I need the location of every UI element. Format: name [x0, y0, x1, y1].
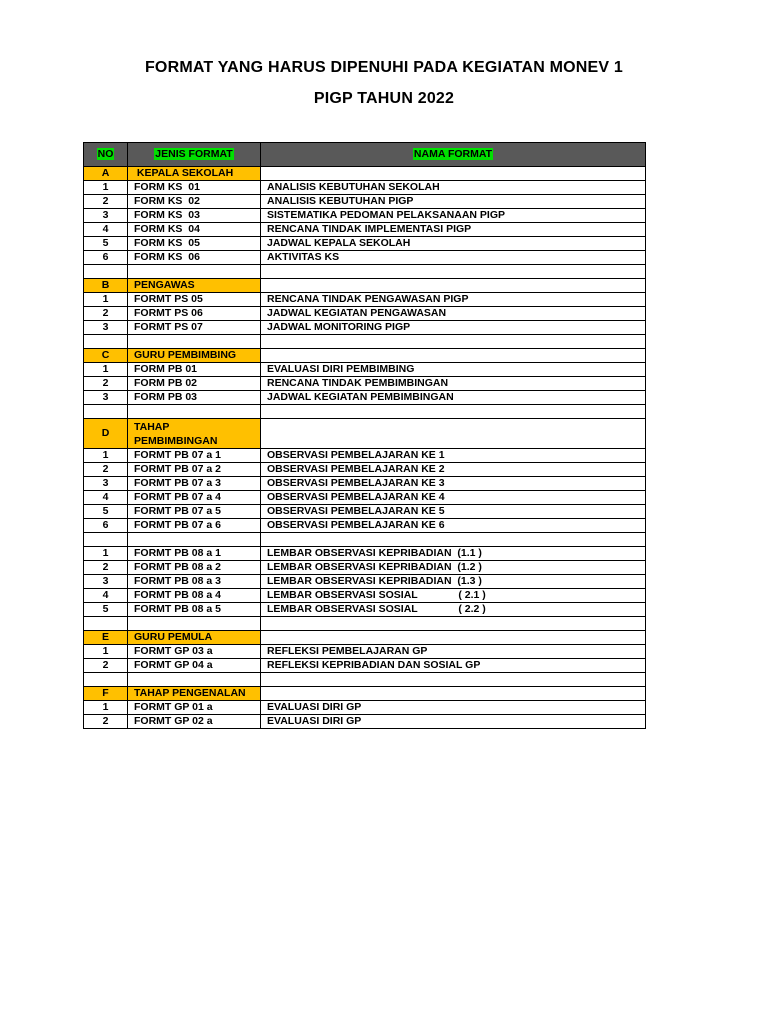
cell-jenis-format: FORMT PB 08 a 3	[128, 575, 261, 589]
cell-nama-format: AKTIVITAS KS	[261, 251, 646, 265]
header-jenis	[128, 143, 261, 167]
table-row	[84, 463, 646, 477]
cell-jenis-format: FORMT PS 07	[128, 321, 261, 335]
cell-jenis-format: FORMT PB 08 a 2	[128, 561, 261, 575]
cell-jenis-format: TAHAP PENGENALAN	[128, 687, 261, 701]
cell-nama-format: OBSERVASI PEMBELAJARAN KE 2	[261, 463, 646, 477]
table-row	[84, 715, 646, 729]
cell-no: 4	[84, 589, 128, 603]
cell-no: 2	[84, 659, 128, 673]
blank-row	[84, 265, 646, 279]
cell-jenis-format: FORMT PB 07 a 4	[128, 491, 261, 505]
cell-nama-format: JADWAL KEPALA SEKOLAH	[261, 237, 646, 251]
cell-no: E	[84, 631, 128, 645]
blank-row	[84, 405, 646, 419]
table-row	[84, 377, 646, 391]
document-title: FORMAT YANG HARUS DIPENUHI PADA KEGIATAN MONEV 1	[144, 59, 624, 76]
cell-nama-format	[261, 687, 646, 701]
table-body	[84, 167, 646, 729]
header-nama-label: NAMA FORMAT	[413, 148, 493, 160]
cell-jenis-format: FORM KS 03	[128, 209, 261, 223]
table-row	[84, 391, 646, 405]
cell-no: 1	[84, 547, 128, 561]
cell-nama-format	[261, 167, 646, 181]
cell-no	[84, 533, 128, 547]
cell-jenis-format: FORMT GP 04 a	[128, 659, 261, 673]
cell-no: 4	[84, 491, 128, 505]
table-row	[84, 547, 646, 561]
cell-jenis-format: TAHAP PEMBIMBINGAN	[128, 419, 261, 449]
table-row	[84, 449, 646, 463]
table-row	[84, 293, 646, 307]
cell-no	[84, 673, 128, 687]
section-row	[84, 631, 646, 645]
cell-jenis-format: FORM KS 02	[128, 195, 261, 209]
cell-no: A	[84, 167, 128, 181]
cell-no: C	[84, 349, 128, 363]
cell-jenis-format: FORMT PB 08 a 1	[128, 547, 261, 561]
cell-nama-format: LEMBAR OBSERVASI KEPRIBADIAN (1.1 )	[261, 547, 646, 561]
table-row	[84, 519, 646, 533]
cell-jenis-format: FORM PB 02	[128, 377, 261, 391]
cell-nama-format	[261, 335, 646, 349]
cell-nama-format: EVALUASI DIRI GP	[261, 715, 646, 729]
cell-nama-format: LEMBAR OBSERVASI KEPRIBADIAN (1.3 )	[261, 575, 646, 589]
cell-jenis-format: FORM KS 05	[128, 237, 261, 251]
blank-row	[84, 533, 646, 547]
cell-nama-format: RENCANA TINDAK PEMBIMBINGAN	[261, 377, 646, 391]
cell-no: 1	[84, 181, 128, 195]
blank-row	[84, 673, 646, 687]
cell-nama-format	[261, 673, 646, 687]
cell-no	[84, 405, 128, 419]
cell-jenis-format: FORM KS 06	[128, 251, 261, 265]
table-row	[84, 307, 646, 321]
cell-nama-format: SISTEMATIKA PEDOMAN PELAKSANAAN PIGP	[261, 209, 646, 223]
cell-jenis-format: FORMT GP 02 a	[128, 715, 261, 729]
format-table	[83, 142, 646, 729]
cell-no: 4	[84, 223, 128, 237]
cell-no: F	[84, 687, 128, 701]
table-row	[84, 195, 646, 209]
cell-jenis-format: FORMT PB 07 a 3	[128, 477, 261, 491]
table-row	[84, 181, 646, 195]
cell-no: 6	[84, 251, 128, 265]
table-row	[84, 575, 646, 589]
cell-nama-format: JADWAL MONITORING PIGP	[261, 321, 646, 335]
table-row	[84, 477, 646, 491]
document-subtitle: PIGP TAHUN 2022	[313, 90, 455, 107]
cell-jenis-format: FORM KS 04	[128, 223, 261, 237]
table-row	[84, 237, 646, 251]
section-row	[84, 419, 646, 449]
cell-jenis-format: FORM PB 01	[128, 363, 261, 377]
cell-nama-format: LEMBAR OBSERVASI SOSIAL ( 2.2 )	[261, 603, 646, 617]
cell-nama-format: LEMBAR OBSERVASI KEPRIBADIAN (1.2 )	[261, 561, 646, 575]
cell-no: 1	[84, 645, 128, 659]
cell-jenis-format: GURU PEMBIMBING	[128, 349, 261, 363]
cell-no: 3	[84, 209, 128, 223]
cell-no: B	[84, 279, 128, 293]
cell-jenis-format: FORMT PS 06	[128, 307, 261, 321]
cell-no: 1	[84, 701, 128, 715]
cell-nama-format	[261, 631, 646, 645]
table-row	[84, 603, 646, 617]
cell-jenis-format	[128, 617, 261, 631]
cell-nama-format: JADWAL KEGIATAN PENGAWASAN	[261, 307, 646, 321]
cell-jenis-format: GURU PEMULA	[128, 631, 261, 645]
cell-no	[84, 617, 128, 631]
header-jenis-label: JENIS FORMAT	[155, 148, 233, 160]
cell-nama-format	[261, 419, 646, 449]
cell-no: 1	[84, 293, 128, 307]
cell-jenis-format	[128, 533, 261, 547]
cell-nama-format	[261, 405, 646, 419]
cell-jenis-format: KEPALA SEKOLAH	[128, 167, 261, 181]
cell-jenis-format: FORMT PB 08 a 5	[128, 603, 261, 617]
cell-jenis-format: FORMT PS 05	[128, 293, 261, 307]
cell-no: 2	[84, 715, 128, 729]
cell-jenis-format	[128, 405, 261, 419]
cell-nama-format	[261, 279, 646, 293]
blank-row	[84, 617, 646, 631]
cell-nama-format	[261, 265, 646, 279]
table-row	[84, 505, 646, 519]
cell-no: 6	[84, 519, 128, 533]
table-row	[84, 561, 646, 575]
cell-nama-format: EVALUASI DIRI PEMBIMBING	[261, 363, 646, 377]
cell-no: 5	[84, 505, 128, 519]
header-nama	[261, 143, 646, 167]
cell-nama-format: JADWAL KEGIATAN PEMBIMBINGAN	[261, 391, 646, 405]
cell-no: 5	[84, 603, 128, 617]
cell-nama-format: REFLEKSI KEPRIBADIAN DAN SOSIAL GP	[261, 659, 646, 673]
cell-no: 3	[84, 477, 128, 491]
cell-nama-format: REFLEKSI PEMBELAJARAN GP	[261, 645, 646, 659]
cell-no: 2	[84, 463, 128, 477]
header-no-label: NO	[97, 148, 114, 160]
cell-no: 2	[84, 307, 128, 321]
table-row	[84, 659, 646, 673]
table-row	[84, 645, 646, 659]
cell-nama-format: OBSERVASI PEMBELAJARAN KE 1	[261, 449, 646, 463]
cell-no: 3	[84, 391, 128, 405]
table-row	[84, 363, 646, 377]
cell-jenis-format	[128, 335, 261, 349]
cell-nama-format: ANALISIS KEBUTUHAN SEKOLAH	[261, 181, 646, 195]
cell-nama-format	[261, 349, 646, 363]
cell-no	[84, 335, 128, 349]
cell-jenis-format: FORMT PB 07 a 1	[128, 449, 261, 463]
cell-nama-format	[261, 617, 646, 631]
cell-no	[84, 265, 128, 279]
cell-jenis-format	[128, 673, 261, 687]
cell-no: 5	[84, 237, 128, 251]
cell-nama-format: RENCANA TINDAK PENGAWASAN PIGP	[261, 293, 646, 307]
cell-nama-format: OBSERVASI PEMBELAJARAN KE 6	[261, 519, 646, 533]
cell-no: 3	[84, 575, 128, 589]
cell-no: 1	[84, 449, 128, 463]
cell-jenis-format	[128, 265, 261, 279]
cell-jenis-format: FORMT PB 07 a 5	[128, 505, 261, 519]
cell-jenis-format: FORMT GP 01 a	[128, 701, 261, 715]
cell-nama-format: OBSERVASI PEMBELAJARAN KE 3	[261, 477, 646, 491]
cell-jenis-format: FORMT GP 03 a	[128, 645, 261, 659]
cell-nama-format: OBSERVASI PEMBELAJARAN KE 4	[261, 491, 646, 505]
cell-no: 2	[84, 561, 128, 575]
blank-row	[84, 335, 646, 349]
cell-jenis-format: FORMT PB 08 a 4	[128, 589, 261, 603]
cell-jenis-format: PENGAWAS	[128, 279, 261, 293]
table-row	[84, 209, 646, 223]
cell-jenis-format: FORMT PB 07 a 6	[128, 519, 261, 533]
table-row	[84, 701, 646, 715]
cell-nama-format: LEMBAR OBSERVASI SOSIAL ( 2.1 )	[261, 589, 646, 603]
table-header	[84, 143, 646, 167]
cell-no: 2	[84, 195, 128, 209]
table-row	[84, 321, 646, 335]
section-row	[84, 279, 646, 293]
cell-jenis-format: FORM KS 01	[128, 181, 261, 195]
cell-nama-format	[261, 533, 646, 547]
header-no	[84, 143, 128, 167]
cell-no: 1	[84, 363, 128, 377]
cell-nama-format: EVALUASI DIRI GP	[261, 701, 646, 715]
table-row	[84, 491, 646, 505]
table-row	[84, 589, 646, 603]
cell-jenis-format: FORMT PB 07 a 2	[128, 463, 261, 477]
cell-nama-format: ANALISIS KEBUTUHAN PIGP	[261, 195, 646, 209]
section-row	[84, 687, 646, 701]
section-row	[84, 349, 646, 363]
cell-nama-format: RENCANA TINDAK IMPLEMENTASI PIGP	[261, 223, 646, 237]
cell-nama-format: OBSERVASI PEMBELAJARAN KE 5	[261, 505, 646, 519]
cell-no: 3	[84, 321, 128, 335]
section-row	[84, 167, 646, 181]
cell-jenis-format: FORM PB 03	[128, 391, 261, 405]
table-row	[84, 251, 646, 265]
table-row	[84, 223, 646, 237]
cell-no: D	[84, 419, 128, 449]
cell-no: 2	[84, 377, 128, 391]
